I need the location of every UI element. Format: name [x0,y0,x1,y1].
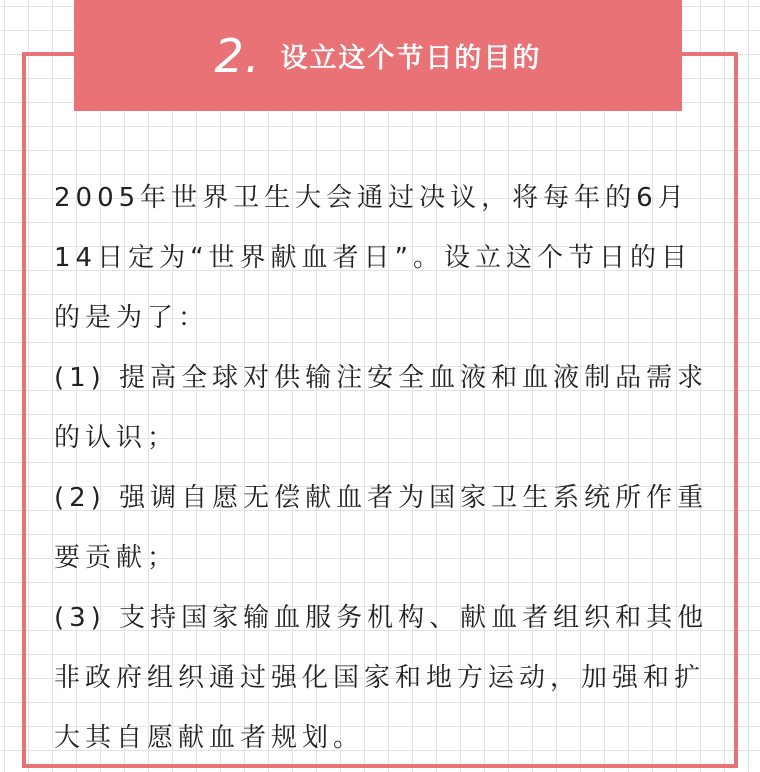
section-title-banner [74,0,682,111]
body-text [54,168,714,768]
purpose-item-2: (2) 强调自愿无偿献血者为国家卫生系统所作重要贡献； [54,483,709,573]
purpose-item-3: (3) 支持国家输血服务机构、献血者组织和其他非政府组织通过强化国家和地方运动，加强和扩大其自愿献血者规划。 [54,603,709,753]
section-number: 2. [214,28,261,83]
purpose-item-1: (1) 提高全球对供输注安全血液和血液制品需求的认识； [54,363,709,453]
intro-paragraph: 2005年世界卫生大会通过决议，将每年的6月14日定为“世界献血者日”。设立这个节日的目的是为了： [54,183,693,333]
section-title: 设立这个节日的目的 [280,43,542,74]
